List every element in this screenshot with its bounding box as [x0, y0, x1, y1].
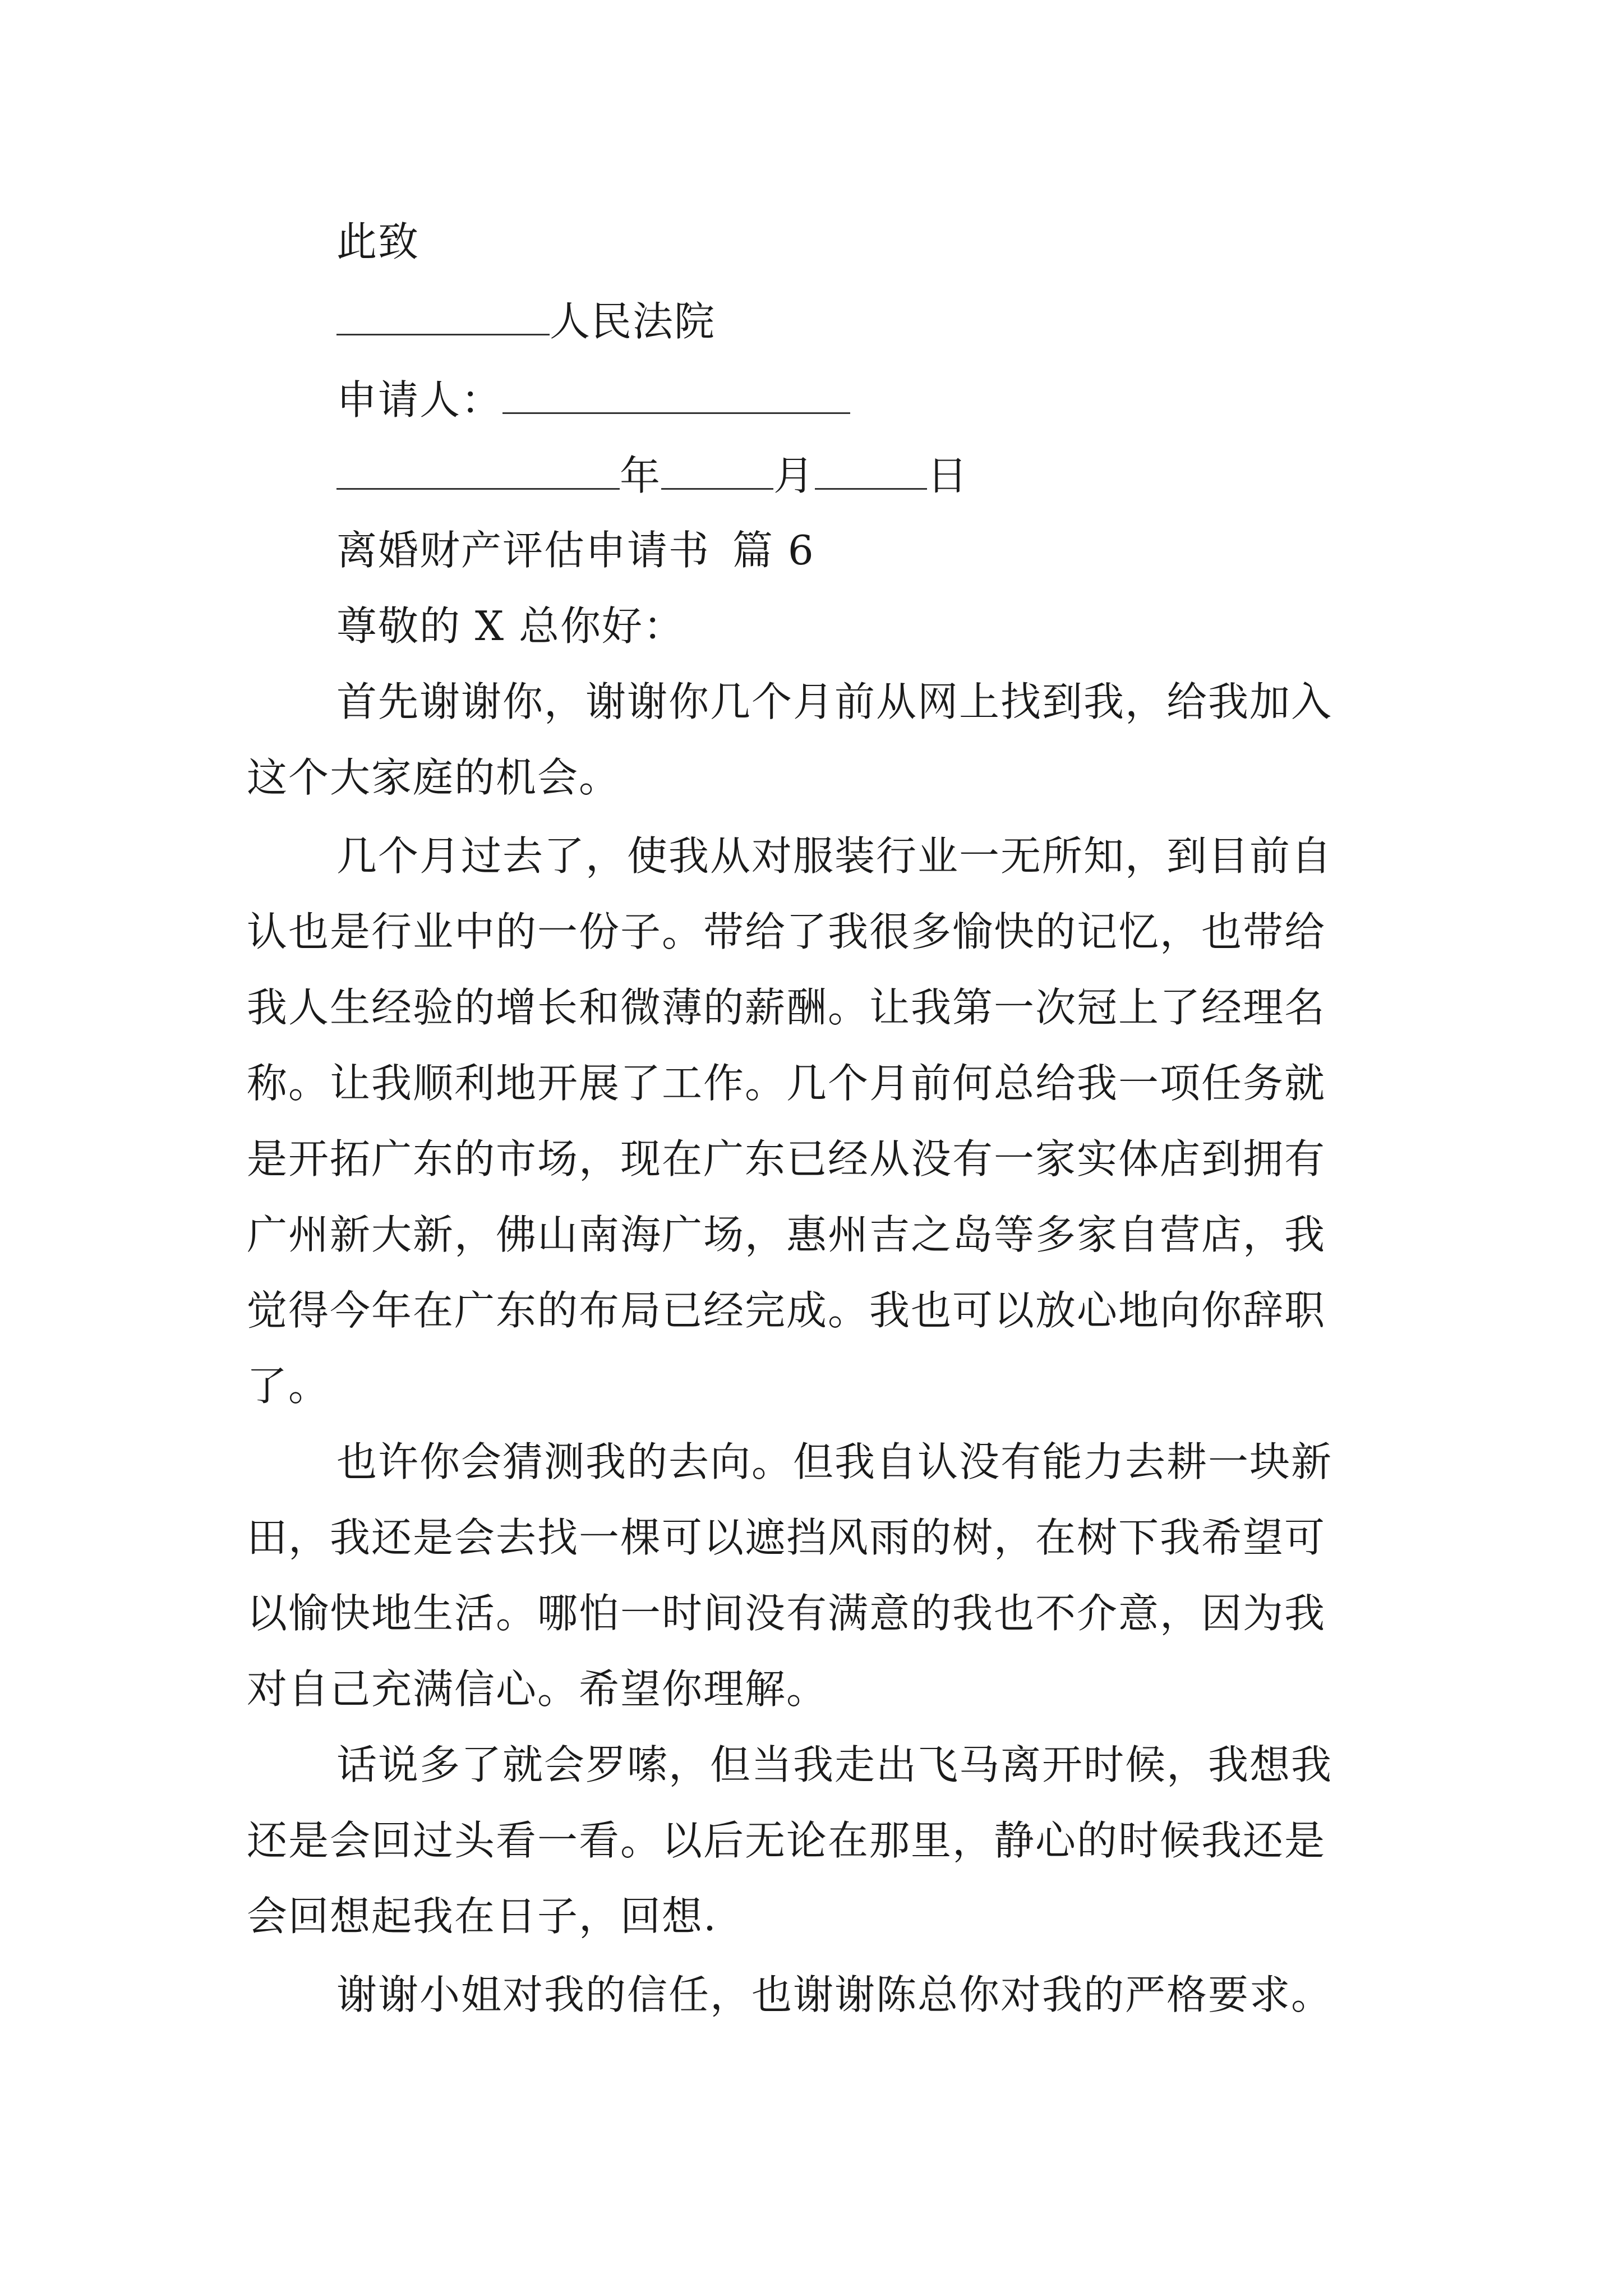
date-month-label: 月	[773, 452, 815, 499]
paragraph-line: 田，我还是会去找一棵可以遮挡风雨的树，在树下我希望可	[247, 1514, 1326, 1561]
court-suffix: 人民法院	[550, 298, 716, 345]
paragraph-line: 广州新大新，佛山南海广场，惠州吉之岛等多家自营店，我	[247, 1211, 1326, 1258]
paragraph-line: 还是会回过头看一看。以后无论在那里，静心的时候我还是	[247, 1817, 1326, 1864]
paragraph-line: 觉得今年在广东的布局已经完成。我也可以放心地向你辞职	[247, 1287, 1326, 1334]
paragraph-line: 认也是行业中的一份子。带给了我很多愉快的记忆，也带给	[247, 908, 1326, 955]
month-blank	[661, 454, 773, 490]
paragraph-line: 会回想起我在日子，回想.	[247, 1893, 717, 1940]
court-name-blank	[336, 300, 550, 335]
closing-phrase: 此致	[336, 218, 420, 265]
paragraph-line: 也许你会猜测我的去向。但我自认没有能力去耕一块新	[336, 1438, 1333, 1485]
paragraph-line: 了。	[247, 1363, 330, 1410]
paragraph-line: 我人生经验的增长和微薄的薪酬。让我第一次冠上了经理名	[247, 984, 1326, 1031]
day-blank	[815, 454, 927, 490]
section-number: 篇 6	[732, 527, 815, 574]
date-day-label: 日	[927, 452, 969, 499]
section-title: 离婚财产评估申请书	[336, 527, 711, 574]
letter-greeting: 尊敬的 X 总你好：	[336, 602, 685, 650]
applicant-blank	[502, 379, 850, 414]
court-line	[336, 298, 716, 345]
applicant-line	[336, 376, 850, 424]
paragraph-line: 对自己充满信心。希望你理解。	[247, 1665, 828, 1713]
paragraph-line: 以愉快地生活。哪怕一时间没有满意的我也不介意，因为我	[247, 1590, 1326, 1637]
section-heading	[336, 527, 815, 574]
paragraph-line: 这个大家庭的机会。	[247, 754, 621, 801]
paragraph-line: 话说多了就会罗嗦，但当我走出飞马离开时候，我想我	[336, 1741, 1333, 1788]
paragraph-line: 称。让我顺利地开展了工作。几个月前何总给我一项任务就	[247, 1060, 1326, 1107]
paragraph-line: 是开拓广东的市场，现在广东已经从没有一家实体店到拥有	[247, 1135, 1326, 1182]
applicant-label: 申请人：	[336, 376, 503, 424]
date-line	[336, 452, 969, 499]
paragraph-line: 几个月过去了，使我从对服装行业一无所知，到目前自	[336, 832, 1333, 880]
paragraph-line: 首先谢谢你，谢谢你几个月前从网上找到我，给我加入	[336, 678, 1333, 725]
date-year-label: 年	[620, 452, 662, 499]
paragraph-line: 谢谢小姐对我的信任，也谢谢陈总你对我的严格要求。	[336, 1971, 1333, 2018]
year-blank	[336, 454, 620, 490]
